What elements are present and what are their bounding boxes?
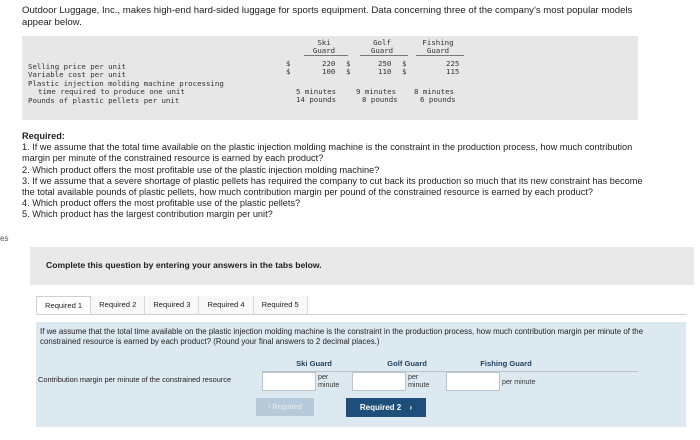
header-underline-fishing — [416, 55, 464, 56]
row-label-selling-price: Selling price per unit — [28, 62, 126, 71]
col-head-fishing: Fishing Guard — [480, 359, 532, 368]
golf-unit-line2: minute — [408, 381, 430, 389]
golf-pounds: 8 pounds — [362, 95, 398, 104]
golf-guard-input[interactable] — [352, 372, 406, 391]
instruction-text: Complete this question by entering your answers in the tabs below. — [46, 260, 322, 270]
tab-required-2[interactable]: Required 2 — [91, 296, 145, 314]
fishing-unit: per minute — [502, 378, 536, 386]
currency-golf-cost: $ — [346, 67, 351, 76]
currency-fishing-cost: $ — [402, 67, 407, 76]
tab-required-1[interactable]: Required 1 — [36, 296, 91, 314]
col-head-golf: Golf Guard — [387, 359, 427, 368]
intro-text: Outdoor Luggage, Inc., makes high-end hard-sided luggage for sports equipment. Data concerning three of the company's most popular models appear below. — [22, 5, 633, 28]
header-underline-golf — [360, 55, 408, 56]
answer-row-label: Contribution margin per minute of the constrained resource — [38, 375, 232, 384]
header-fishing-line1: Fishing — [422, 38, 454, 47]
ski-unit-line1: per — [318, 373, 329, 381]
ski-unit-line2: minute — [318, 381, 340, 389]
next-required-button[interactable] — [346, 398, 426, 417]
row-label-machine-time-2: time required to produce one unit — [38, 87, 185, 96]
ski-guard-input[interactable] — [262, 372, 316, 391]
tab-required-5[interactable]: Required 5 — [254, 296, 308, 314]
ski-pounds: 14 pounds — [296, 95, 337, 104]
required-item-1: 1. If we assume that the total time available on the plastic injection molding machine is the constraint in the production process, how much contribution margin per minute of the constrained resource is earned by each product? — [22, 142, 633, 164]
header-ski-line2: Guard — [312, 46, 336, 55]
required-item-3: 3. If we assume that a severe shortage of plastic pellets has required the company to cut back its production so much that its new constraint has become the total available pounds of plastic pellets, how much contribution margin per pound of the constrained resource is earned by each product? — [22, 175, 643, 198]
side-mark: es — [0, 234, 9, 243]
fishing-price: 225 — [446, 59, 460, 68]
fishing-pounds: 6 pounds — [420, 95, 456, 104]
currency-ski-cost: $ — [286, 67, 291, 76]
required-section — [22, 131, 652, 221]
header-ski-line1: Ski — [317, 38, 331, 47]
tab-required-3[interactable]: Required 3 — [145, 296, 199, 314]
ski-cost: 100 — [322, 67, 336, 76]
tabs-divider — [36, 314, 686, 315]
header-underline-ski — [304, 55, 348, 56]
golf-cost: 110 — [378, 67, 392, 76]
required-item-2: 2. Which product offers the most profitable use of the plastic injection molding machine? — [22, 164, 380, 175]
row-label-machine-time-1: Plastic injection molding machine processing — [28, 79, 224, 88]
data-table — [22, 36, 638, 120]
header-golf-line1: Golf — [373, 38, 391, 47]
required-heading: Required: — [22, 131, 65, 141]
header-fishing-line2: Guard — [426, 46, 450, 55]
row-label-pellets: Pounds of plastic pellets per unit — [28, 96, 180, 105]
prev-required-button[interactable] — [256, 398, 314, 416]
currency-ski-price: $ — [286, 59, 291, 68]
ski-price: 220 — [322, 59, 336, 68]
tab-required-4[interactable]: Required 4 — [199, 296, 253, 314]
required-tabs — [36, 296, 366, 316]
prev-button-label: Required — [272, 402, 302, 411]
instruction-panel — [30, 247, 694, 285]
next-button-label: Required 2 — [359, 403, 402, 412]
golf-unit-line1: per — [408, 373, 419, 381]
currency-fishing-price: $ — [402, 59, 407, 68]
golf-price: 250 — [378, 59, 392, 68]
header-golf-line2: Guard — [370, 46, 394, 55]
currency-golf-price: $ — [346, 59, 351, 68]
row-label-variable-cost: Variable cost per unit — [28, 70, 126, 79]
fishing-guard-input[interactable] — [446, 372, 500, 391]
answer-panel — [36, 322, 686, 427]
prev-arrow-icon: ‹ — [268, 402, 273, 411]
chevron-right-icon: › — [409, 403, 413, 412]
fishing-minutes: 8 minutes — [414, 87, 455, 96]
required-item-4: 4. Which product offers the most profitable use of the plastic pellets? — [22, 198, 301, 209]
ski-minutes: 5 minutes — [296, 87, 337, 96]
answer-question: If we assume that the total time available on the plastic injection molding machine is the constraint in the production process, how much contribution margin per minute of the constrained resource is earned by each product? (Round your final answers to 2 decimal places.) — [40, 327, 644, 346]
fishing-cost: 115 — [446, 67, 460, 76]
golf-minutes: 9 minutes — [356, 87, 397, 96]
required-item-5: 5. Which product has the largest contribution margin per unit? — [22, 209, 273, 220]
col-head-ski: Ski Guard — [296, 359, 332, 368]
